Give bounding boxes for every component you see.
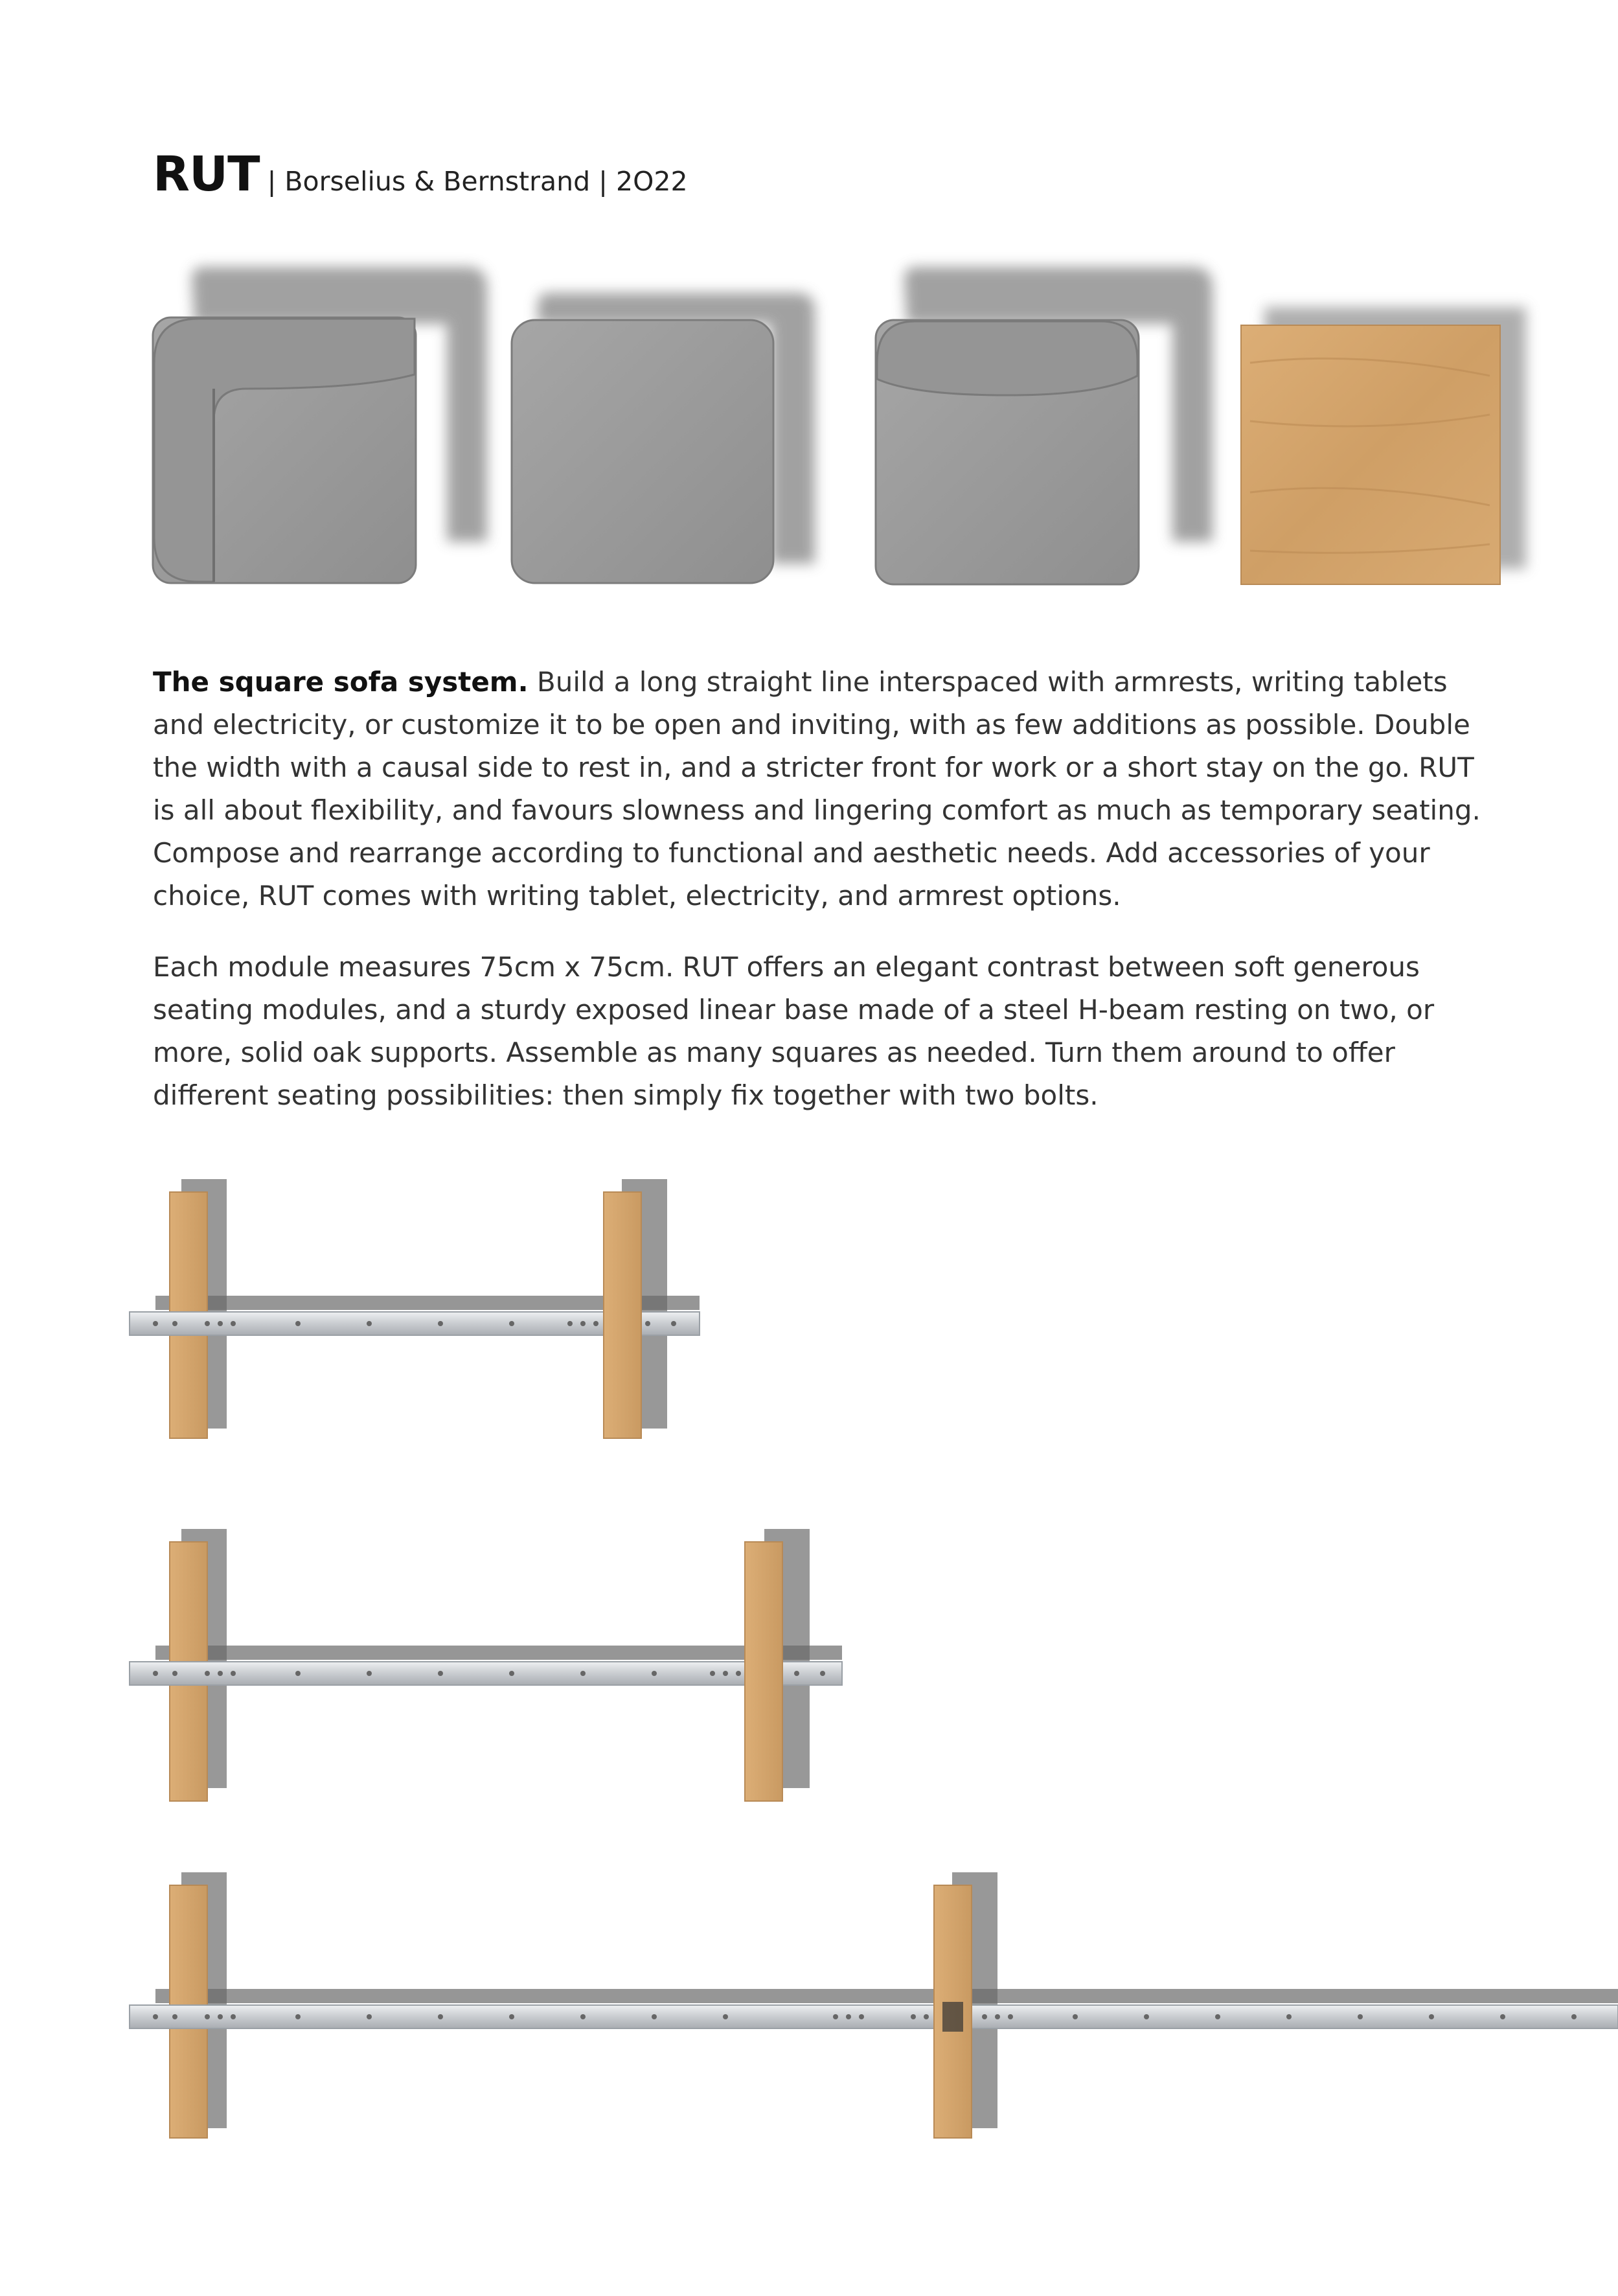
description-body-1: Build a long straight line interspaced with armrests, writing tablets and electricity, or customize it to be open and inviting, with as few additions as possible. Double the width with a causal side to rest in, and a stricter front for work or a short stay on the go. RUT is all about flexibility, and favours slowness and lingering comfort as much as temporary seating. Compose and rearrange according to functional and aesthetic needs. Add accessories of your choice, RUT comes with writing tablet, electricity, and armrest options. xyxy=(153,666,1481,912)
description-lead: The square sofa system. xyxy=(153,666,529,698)
base-two-seat xyxy=(130,1179,700,1438)
sofa-modules-top-view xyxy=(0,0,1618,648)
description-paragraph-1 xyxy=(153,661,1494,917)
description-paragraph-2: Each module measures 75cm x 75cm. RUT offers an elegant contrast between soft generous seating modules, and a sturdy exposed linear base made of a steel H-beam resting on two, or more, solid oak supports. Assemble as many squares as needed. Turn them around to offer different seating possibilities: then simply fix together with two bolts. xyxy=(153,951,1435,1111)
base-extended xyxy=(130,1872,1618,2138)
product-name: RUT xyxy=(153,146,260,202)
base-three-seat xyxy=(130,1529,842,1801)
corner-module xyxy=(153,267,487,583)
tablet-module xyxy=(1241,307,1526,584)
steel-base-illustrations xyxy=(0,1153,1618,2164)
seat-module xyxy=(512,293,815,583)
back-module xyxy=(876,267,1213,584)
designer-year: | Borselius & Bernstrand | 2O22 xyxy=(267,166,688,197)
product-description xyxy=(153,661,1494,1145)
